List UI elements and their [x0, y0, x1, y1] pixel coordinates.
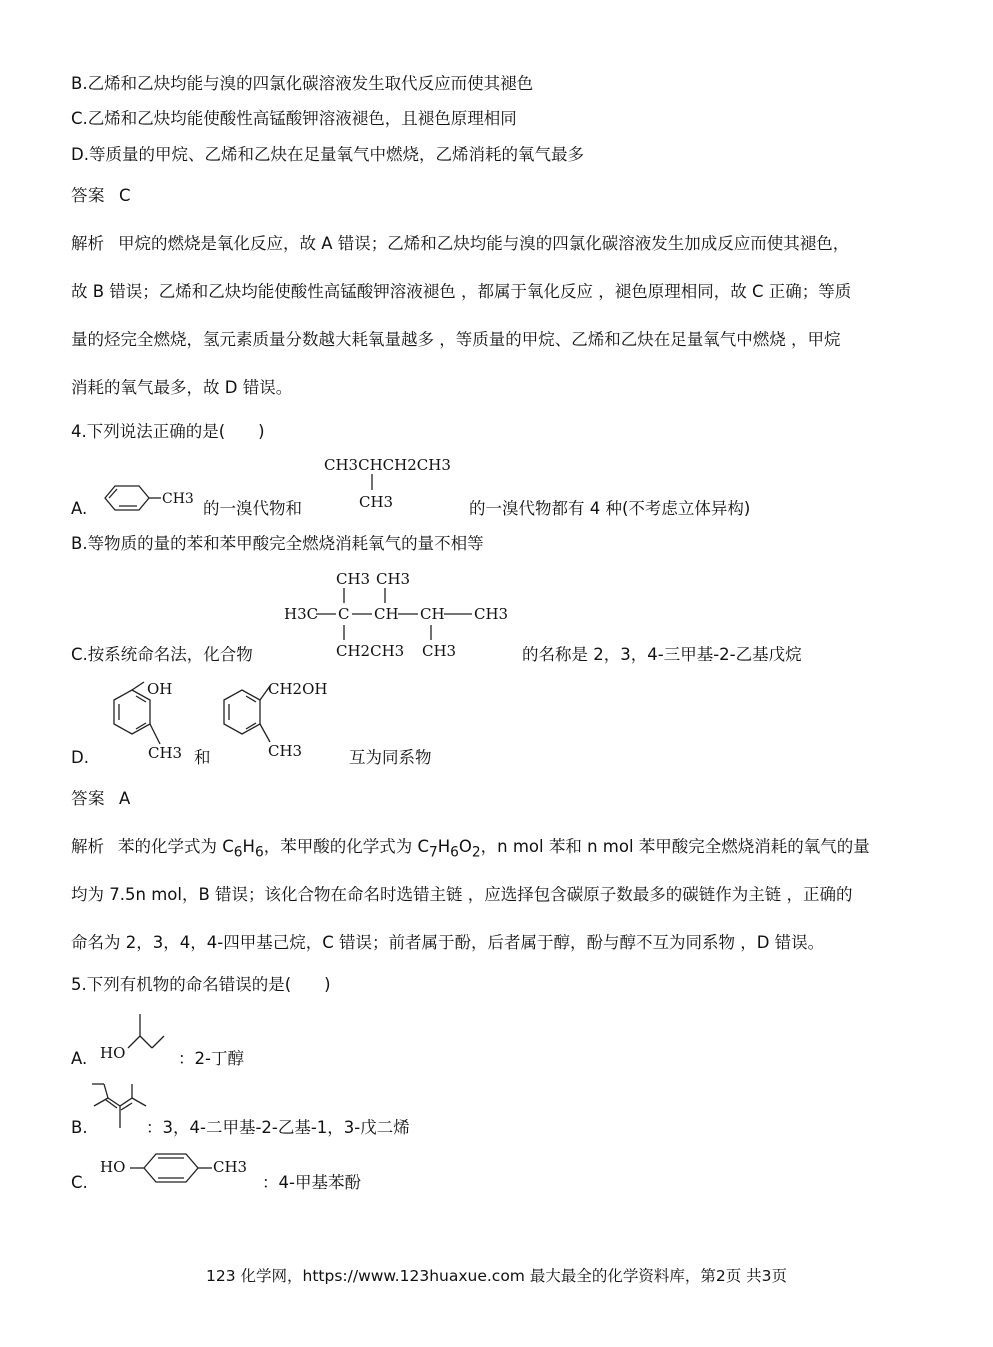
q5-option-c-name: ：4-甲基苯酚	[262, 1173, 361, 1192]
text: ，n mol 苯和 n mol 苯甲酸完全燃烧消耗的氧气的量	[480, 837, 870, 856]
c5-ho: HO	[100, 1158, 126, 1176]
c-top-ch3-2: CH3	[376, 570, 411, 588]
explanation-3-line-1	[71, 232, 849, 256]
c-h3c: H3C	[284, 605, 319, 623]
q4-option-b: B.等物质的量的苯和苯甲酸完全燃烧消耗氧气的量不相等	[71, 534, 484, 553]
toluene-ch3: CH3	[162, 491, 194, 507]
c-quaternary: C	[338, 605, 350, 623]
explanation-3-line-3: 量的烃完全燃烧，氢元素质量分数越大耗氧量越多 ，等质量的甲烷、乙烯和乙炔在足量氧气中燃烧 ，甲烷	[71, 330, 841, 349]
explanation-4-line-3: 命名为 2，3，4，4-四甲基己烷，C 错误；前者属于酚，后者属于醇，酚与醇不互为同系物 ，D 错误。	[71, 933, 825, 952]
question-5: 5.下列有机物的命名错误的是( )	[71, 975, 331, 994]
c5-ch3: CH3	[213, 1158, 248, 1176]
toluene-structure	[95, 478, 195, 518]
q5-option-a-name: ：2-丁醇	[178, 1049, 244, 1068]
branched-alkane-structure	[322, 452, 462, 514]
c-bottom-ch3: CH3	[422, 642, 457, 660]
d2-ch3: CH3	[268, 742, 303, 760]
q5-option-b-label: B.	[71, 1118, 88, 1137]
subscript: 6	[254, 844, 264, 861]
text: O	[458, 837, 472, 856]
methylbenzyl-alcohol-structure	[214, 676, 354, 766]
q4-option-d-end: 互为同系物	[349, 748, 432, 767]
alkane-branch: CH3	[359, 493, 394, 511]
butanol-structure	[100, 1010, 180, 1065]
d1-oh: OH	[147, 680, 173, 698]
explanation-3-line-2: 故 B 错误；乙烯和乙炔均能使酸性高锰酸钾溶液褪色 ，都属于氧化反应 ，褪色原理相同，故 C 正确；等质	[71, 282, 852, 301]
question-4: 4.下列说法正确的是( )	[71, 422, 265, 441]
answer-value: A	[119, 789, 131, 808]
q4-option-a-mid: 的一溴代物和	[203, 499, 302, 518]
explanation-label: 解析	[71, 837, 104, 856]
subscript: 6	[450, 844, 459, 861]
page-footer: 123 化学网，https://www.123huaxue.com 最大最全的化学资料库，第2页 共3页	[206, 1267, 787, 1285]
answer-value: C	[119, 186, 132, 205]
q4-option-a-end: 的一溴代物都有 4 种(不考虑立体异构)	[469, 499, 751, 518]
c-ch-2: CH	[420, 605, 445, 623]
answer-label: 答案	[71, 789, 105, 808]
text: ，苯甲酸的化学式为 C	[263, 837, 429, 856]
d2-ch2oh: CH2OH	[268, 680, 328, 698]
q4-option-a-label: A.	[71, 499, 88, 518]
explanation-text: 甲烷的燃烧是氧化反应，故 A 错误；乙烯和乙炔均能与溴的四氯化碳溶液发生加成反应而使其褪色，	[118, 234, 850, 253]
option-c-prev: C.乙烯和乙炔均能使酸性高锰酸钾溶液褪色，且褪色原理相同	[71, 109, 517, 128]
c-ch-1: CH	[374, 605, 399, 623]
methylphenol-structure	[100, 1150, 260, 1190]
explanation-3-line-4: 消耗的氧气最多，故 D 错误。	[71, 378, 293, 397]
q5-option-b-name: ：3，4-二甲基-2-乙基-1，3-戊二烯	[146, 1118, 410, 1137]
q5-option-a-label: A.	[71, 1049, 88, 1068]
q5-option-c-label: C.	[71, 1173, 88, 1192]
a5-ho: HO	[100, 1044, 126, 1062]
alkane-main-chain: CH3CHCH2CH3	[324, 456, 451, 474]
q4-option-d-and: 和	[194, 748, 211, 767]
c-top-ch3-1: CH3	[336, 570, 371, 588]
o-cresol-structure	[92, 676, 192, 766]
subscript: 7	[428, 844, 438, 861]
explanation-text: 苯的化学式为 C	[118, 837, 234, 856]
explanation-4-line-2: 均为 7.5n mol，B 错误；该化合物在命名时选错主链 ，应选择包含碳原子数最多的碳链作为主链 ，正确的	[71, 885, 853, 904]
text: H	[437, 837, 451, 856]
explanation-label: 解析	[71, 234, 104, 253]
option-b-prev: B.乙烯和乙炔均能与溴的四氯化碳溶液发生取代反应而使其褪色	[71, 74, 534, 93]
answer-3	[71, 184, 131, 208]
c-ch3-end: CH3	[474, 605, 509, 623]
answer-4	[71, 787, 131, 811]
explanation-4-line-1	[71, 835, 870, 864]
option-c-structure	[282, 564, 522, 664]
d1-ch3: CH3	[148, 744, 183, 762]
q4-option-c-label: C.按系统命名法，化合物	[71, 645, 253, 664]
option-d-prev: D.等质量的甲烷、乙烯和乙炔在足量氧气中燃烧，乙烯消耗的氧气最多	[71, 145, 584, 164]
text: H	[242, 837, 255, 856]
q4-option-d-label: D.	[71, 748, 89, 767]
answer-label: 答案	[71, 186, 105, 205]
subscript: 2	[471, 844, 481, 861]
subscript: 6	[233, 844, 243, 861]
q4-option-c-end: 的名称是 2，3，4-三甲基-2-乙基戊烷	[522, 645, 802, 664]
c-bottom-ethyl: CH2CH3	[336, 642, 405, 660]
